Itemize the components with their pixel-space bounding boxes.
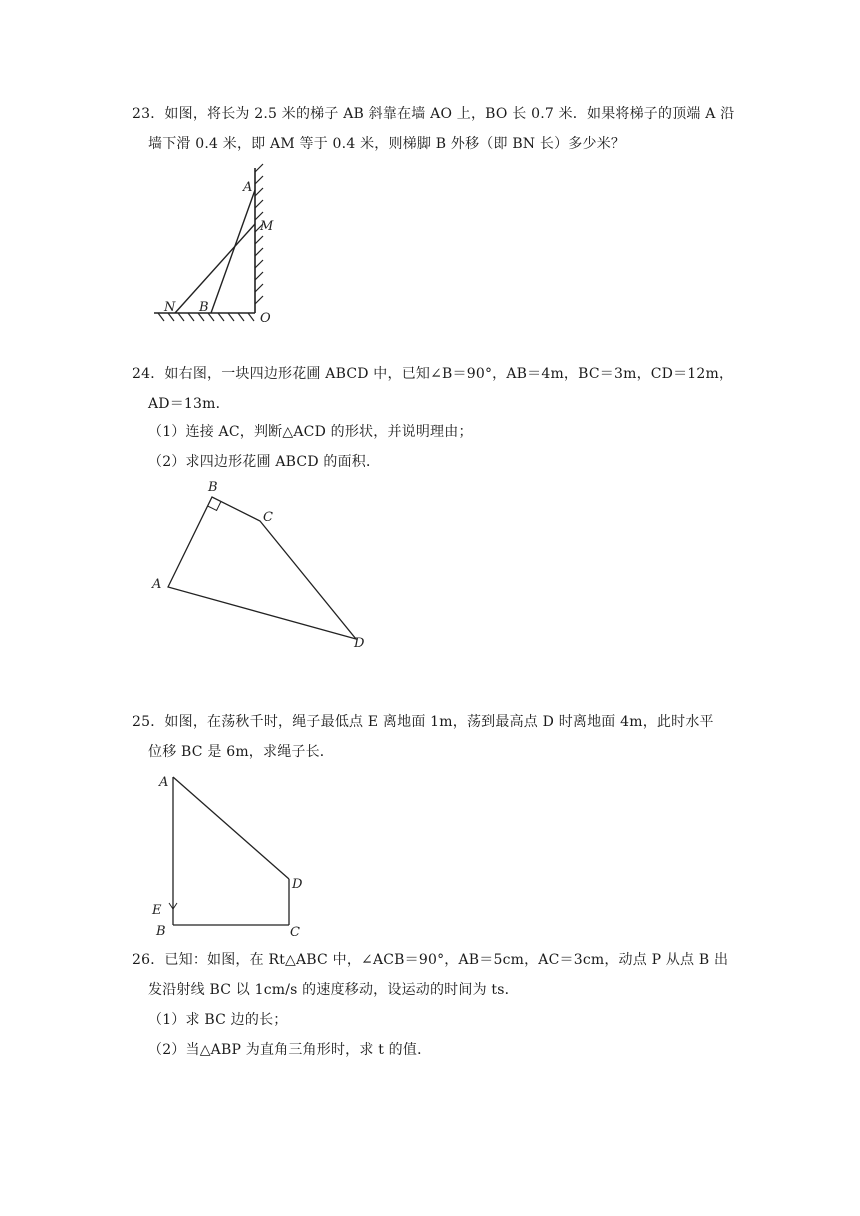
- label-a: A: [159, 775, 169, 790]
- problem-24-line-2: AD＝13m．: [148, 396, 230, 412]
- label-b: B: [156, 924, 166, 939]
- label-m: M: [260, 219, 274, 234]
- problem-25-line-1: 25．如图，在荡秋千时，绳子最低点 E 离地面 1m，荡到最高点 D 时离地面 4m，此时水平: [132, 714, 714, 730]
- swing-figure: [148, 768, 318, 938]
- problem-25-line-2: 位移 BC 是 6m，求绳子长．: [148, 744, 334, 760]
- label-a: A: [243, 180, 253, 195]
- problem-24-line-1: 24．如右图，一块四边形花圃 ABCD 中，已知∠B＝90°，AB＝4m，BC＝3m，CD＝12m，: [132, 366, 734, 382]
- problem-26-line-3: （1）求 BC 边的长；: [148, 1012, 288, 1028]
- ladder-mn: [175, 224, 255, 313]
- wall-hatching: [255, 164, 263, 304]
- rope-ad: [173, 777, 289, 879]
- problem-23-line-2: 墙下滑 0.4 米，即 AM 等于 0.4 米，则梯脚 B 外移（即 BN 长）多少米？: [148, 136, 626, 152]
- problem-26-line-1: 26．已知：如图，在 Rt△ABC 中，∠ACB＝90°，AB＝5cm，AC＝3cm，动点 P 从点 B 出: [132, 952, 729, 968]
- ladder-figure: [148, 160, 288, 330]
- problem-23-line-1: 23．如图，将长为 2.5 米的梯子 AB 斜靠在墙 AO 上，BO 长 0.7 米．如果将梯子的顶端 A 沿: [132, 106, 735, 122]
- label-e: E: [152, 903, 162, 918]
- quadrilateral-figure: [148, 476, 388, 656]
- problem-26-line-2: 发沿射线 BC 以 1cm/s 的速度移动，设运动的时间为 ts．: [148, 982, 519, 998]
- label-c: C: [290, 925, 300, 940]
- ladder-ab: [211, 190, 255, 313]
- problem-24-line-4: （2）求四边形花圃 ABCD 的面积．: [148, 454, 381, 470]
- label-c: C: [263, 510, 273, 525]
- label-a: A: [152, 577, 162, 592]
- label-d: D: [354, 636, 365, 651]
- label-b: B: [208, 480, 218, 495]
- quadrilateral-abcd: [168, 497, 356, 639]
- label-d: D: [292, 877, 303, 892]
- label-o: O: [260, 311, 271, 326]
- problem-26-line-4: （2）当△ABP 为直角三角形时，求 t 的值．: [148, 1042, 432, 1058]
- problem-24-line-3: （1）连接 AC，判断△ACD 的形状，并说明理由；: [148, 424, 473, 440]
- label-n: N: [164, 300, 176, 315]
- label-b: B: [199, 300, 209, 315]
